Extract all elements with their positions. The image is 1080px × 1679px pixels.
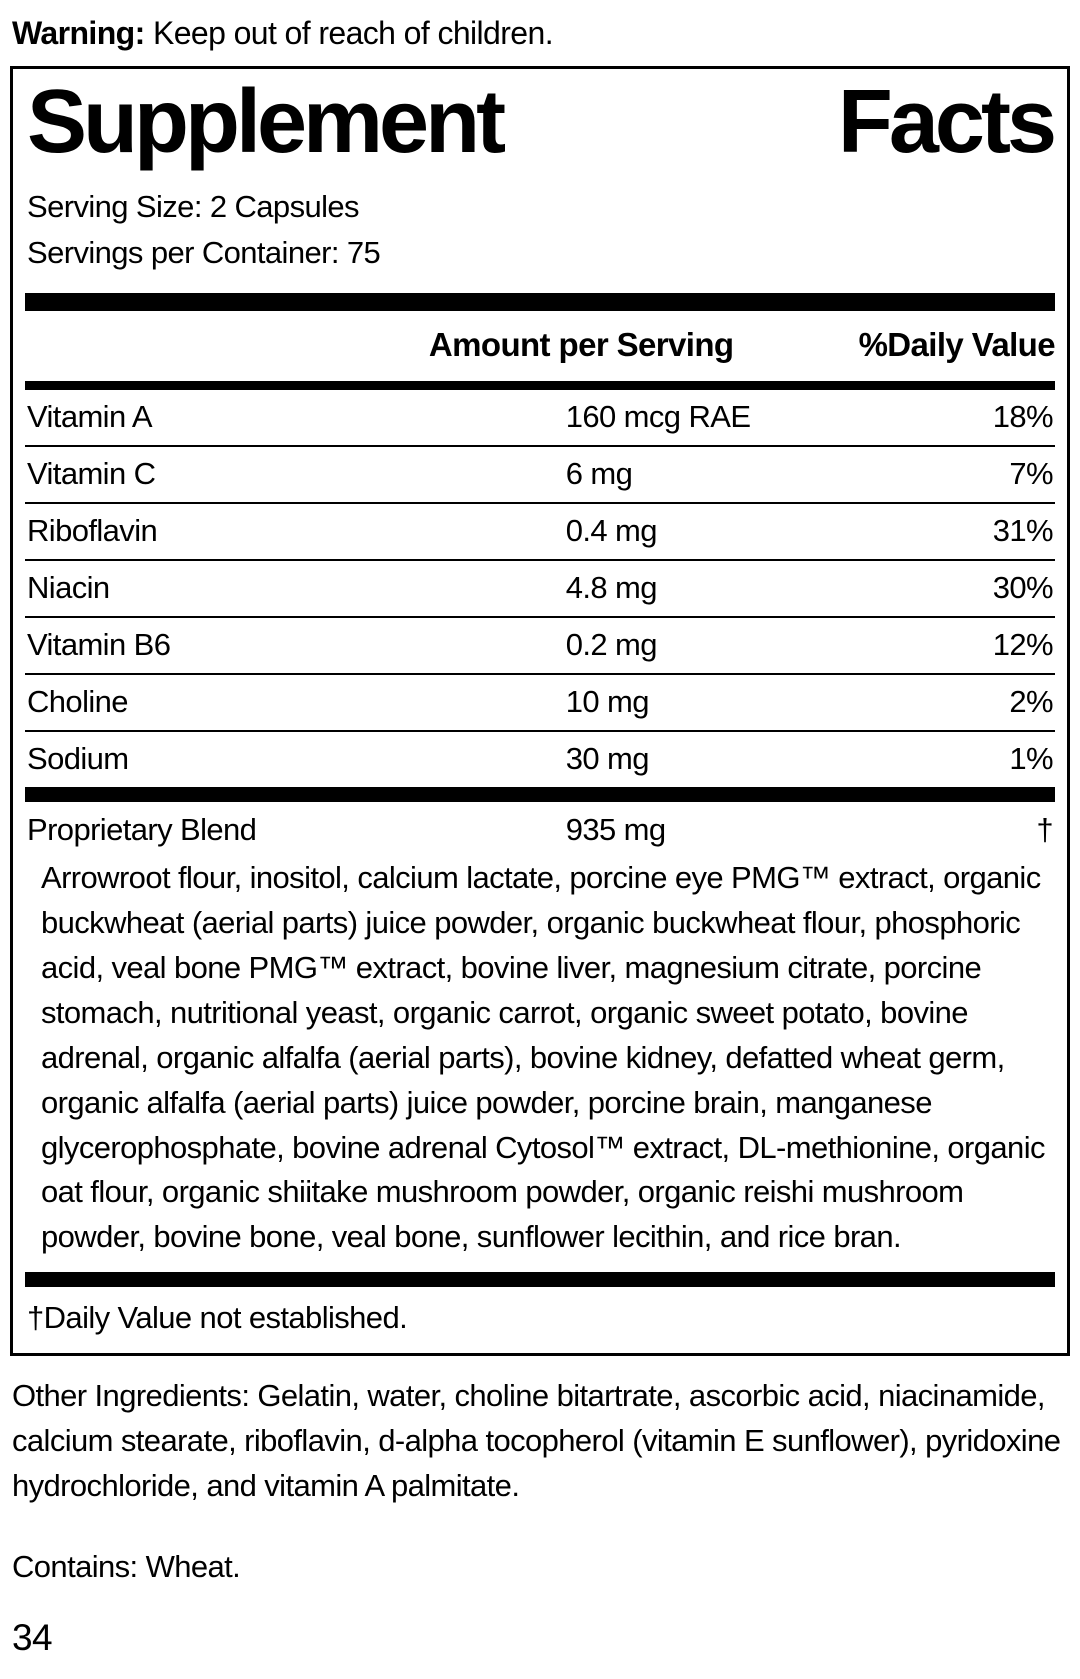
- heavy-divider-blend-top: [25, 787, 1055, 802]
- heavy-divider-blend-bottom: [25, 1272, 1055, 1287]
- nutrient-amount: 0.2 mg: [565, 626, 657, 662]
- warning-message: Keep out of reach of children.: [144, 15, 553, 51]
- thick-divider-top: [25, 293, 1055, 311]
- column-header-amount: Amount per Serving: [428, 325, 734, 363]
- proprietary-blend-description: Arrowroot flour, inositol, calcium lactate, porcine eye PMG™ extract, organic buckwheat (aerial parts) juice powder, organic buckwheat flour, phosphoric acid, veal bone PMG™ extract, bovine liver, magnesium citrate, porcine stomach, nutritional yeast, organic carrot, organic sweet potato, bovine adrenal, organic alfalfa (aerial parts), bovine kidney, defatted wheat germ, organic alfalfa (aerial parts) juice powder, porcine brain, manganese glycerophosphate, bovine adrenal Cytosol™ extract, DL-methionine, organic oat flour, organic shiitake mushroom powder, organic reishi mushroom powder, bovine bone, veal bone, sunflower lecithin, and rice bran.: [41, 859, 1045, 1255]
- nutrient-amount: 10 mg: [565, 683, 649, 719]
- proprietary-blend-dagger: †: [1036, 811, 1053, 847]
- nutrient-daily-value: 7%: [1009, 455, 1053, 491]
- nutrient-daily-value: 2%: [1009, 683, 1053, 719]
- panel-title: [25, 69, 1055, 173]
- warning-text: [12, 14, 1070, 52]
- nutrient-name: Choline: [27, 683, 128, 719]
- nutrient-row: [25, 390, 1055, 447]
- other-ingredients: Other Ingredients: Gelatin, water, choline bitartrate, ascorbic acid, niacinamide, calcium stearate, riboflavin, d-alpha tocopherol (vitamin E sunflower), pyridoxine hydrochloride, and vitamin A palmitate.: [12, 1378, 1061, 1504]
- nutrient-name: Vitamin A: [27, 398, 152, 434]
- serving-info: [25, 170, 1055, 293]
- nutrient-name: Niacin: [27, 569, 110, 605]
- nutrient-row: [25, 447, 1055, 504]
- daily-value-footnote: †Daily Value not established.: [27, 1300, 408, 1336]
- page-number: 34: [12, 1617, 52, 1659]
- warning-label: Warning:: [12, 15, 145, 51]
- nutrient-row: [25, 675, 1055, 732]
- nutrient-daily-value: 18%: [992, 398, 1053, 434]
- nutrient-row: [25, 561, 1055, 618]
- proprietary-blend-amount: 935 mg: [565, 811, 666, 847]
- proprietary-blend-name: Proprietary Blend: [27, 811, 257, 847]
- contains-statement: Contains: Wheat.: [12, 1549, 241, 1585]
- panel-title-word-left: Supplement: [27, 72, 503, 173]
- column-header-row: [25, 311, 1055, 381]
- medium-divider-header: [25, 381, 1055, 390]
- nutrient-amount: 4.8 mg: [565, 569, 657, 605]
- panel-title-word-right: Facts: [837, 72, 1053, 173]
- nutrient-amount: 30 mg: [565, 740, 649, 776]
- nutrient-daily-value: 12%: [992, 626, 1053, 662]
- nutrient-row: [25, 732, 1055, 787]
- nutrient-amount: 160 mcg RAE: [565, 398, 751, 434]
- serving-size: Serving Size: 2 Capsules: [27, 188, 359, 224]
- nutrient-row: [25, 618, 1055, 675]
- nutrient-amount: 6 mg: [565, 455, 633, 491]
- nutrient-daily-value: 30%: [992, 569, 1053, 605]
- nutrient-daily-value: 31%: [992, 512, 1053, 548]
- nutrient-table: [25, 390, 1055, 787]
- proprietary-blend-row: [25, 802, 1055, 854]
- servings-per-container: Servings per Container: 75: [27, 235, 381, 271]
- column-header-daily-value: %Daily Value: [858, 325, 1055, 363]
- supplement-facts-panel: [10, 66, 1070, 1356]
- nutrient-name: Riboflavin: [27, 512, 158, 548]
- nutrient-name: Sodium: [27, 740, 129, 776]
- nutrient-row: [25, 504, 1055, 561]
- nutrient-daily-value: 1%: [1009, 740, 1053, 776]
- nutrient-amount: 0.4 mg: [565, 512, 657, 548]
- nutrient-name: Vitamin B6: [27, 626, 171, 662]
- nutrient-name: Vitamin C: [27, 455, 156, 491]
